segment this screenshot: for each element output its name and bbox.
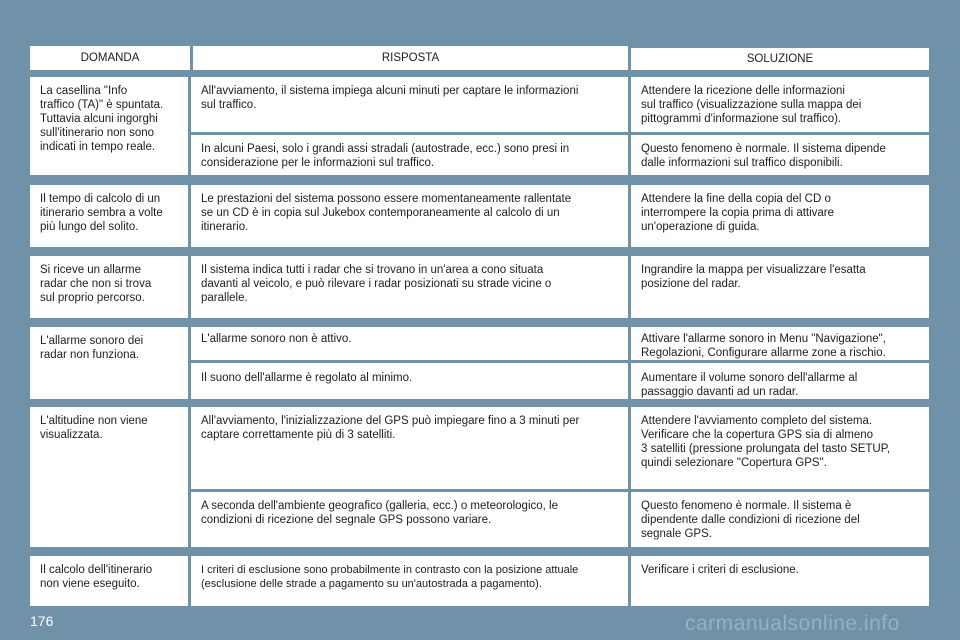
answer-cell: Il suono dell'allarme è regolato al minimo. (191, 363, 628, 399)
question-cell: L'allarme sonoro dei radar non funziona. (30, 327, 188, 399)
answer-cell: Il sistema indica tutti i radar che si trovano in un'area a cono situata davanti al veicolo, e può rilevare i radar posizionati su strade vicine o parallele. (191, 256, 628, 318)
page-number: 176 (30, 613, 54, 629)
header-solution: SOLUZIONE (631, 48, 929, 70)
question-cell: Il calcolo dell'itinerario non viene eseguito. (30, 556, 188, 606)
answer-cell: In alcuni Paesi, solo i grandi assi stradali (autostrade, ecc.) sono presi in considerazione per le informazioni sul traffico. (191, 135, 628, 175)
solution-cell: Attendere la fine della copia del CD o interrompere la copia prima di attivare un'operazione di guida. (631, 185, 929, 247)
answer-cell: Le prestazioni del sistema possono essere momentaneamente rallentate se un CD è in copia sul Jukebox contemporaneamente al calcolo di un itinerario. (191, 185, 628, 247)
watermark: carmanualsonline.info (685, 612, 900, 635)
solution-cell: Attivare l'allarme sonoro in Menu "Navigazione", Regolazioni, Configurare allarme zone a rischio. (631, 327, 929, 360)
solution-cell: Aumentare il volume sonoro dell'allarme al passaggio davanti ad un radar. (631, 363, 929, 399)
solution-cell: Ingrandire la mappa per visualizzare l'esatta posizione del radar. (631, 256, 929, 318)
question-cell: La casellina "Info traffico (TA)" è spuntata. Tuttavia alcuni ingorghi sull'itinerario non sono indicati in tempo reale. (30, 77, 188, 175)
solution-cell: Attendere l'avviamento completo del sistema. Verificare che la copertura GPS sia di almeno 3 satelliti (pressione prolungata del tasto SETUP, quindi selezionare "Copertura GPS". (631, 407, 929, 489)
question-cell: Si riceve un allarme radar che non si trova sul proprio percorso. (30, 256, 188, 318)
solution-cell: Questo fenomeno è normale. Il sistema dipende dalle informazioni sul traffico disponibili. (631, 135, 929, 175)
solution-cell: Verificare i criteri di esclusione. (631, 556, 929, 606)
answer-cell: L'allarme sonoro non è attivo. (191, 327, 628, 360)
question-cell: L'altitudine non viene visualizzata. (30, 407, 188, 547)
answer-cell: A seconda dell'ambiente geografico (galleria, ecc.) o meteorologico, le condizioni di ricezione del segnale GPS possono variare. (191, 492, 628, 547)
header-question: DOMANDA (30, 46, 190, 70)
header-answer: RISPOSTA (193, 46, 628, 70)
answer-cell: I criteri di esclusione sono probabilmente in contrasto con la posizione attuale (esclusione delle strade a pagamento su un'autostrada a pagamento). (191, 556, 628, 606)
answer-cell: All'avviamento, l'inizializzazione del GPS può impiegare fino a 3 minuti per captare correttamente più di 3 satelliti. (191, 407, 628, 489)
answer-cell: All'avviamento, il sistema impiega alcuni minuti per captare le informazioni sul traffico. (191, 77, 628, 132)
question-cell: Il tempo di calcolo di un itinerario sembra a volte più lungo del solito. (30, 185, 188, 247)
solution-cell: Questo fenomeno è normale. Il sistema è dipendente dalle condizioni di ricezione del segnale GPS. (631, 492, 929, 547)
solution-cell: Attendere la ricezione delle informazioni sul traffico (visualizzazione sulla mappa dei pittogrammi d'informazione sul traffico). (631, 77, 929, 132)
